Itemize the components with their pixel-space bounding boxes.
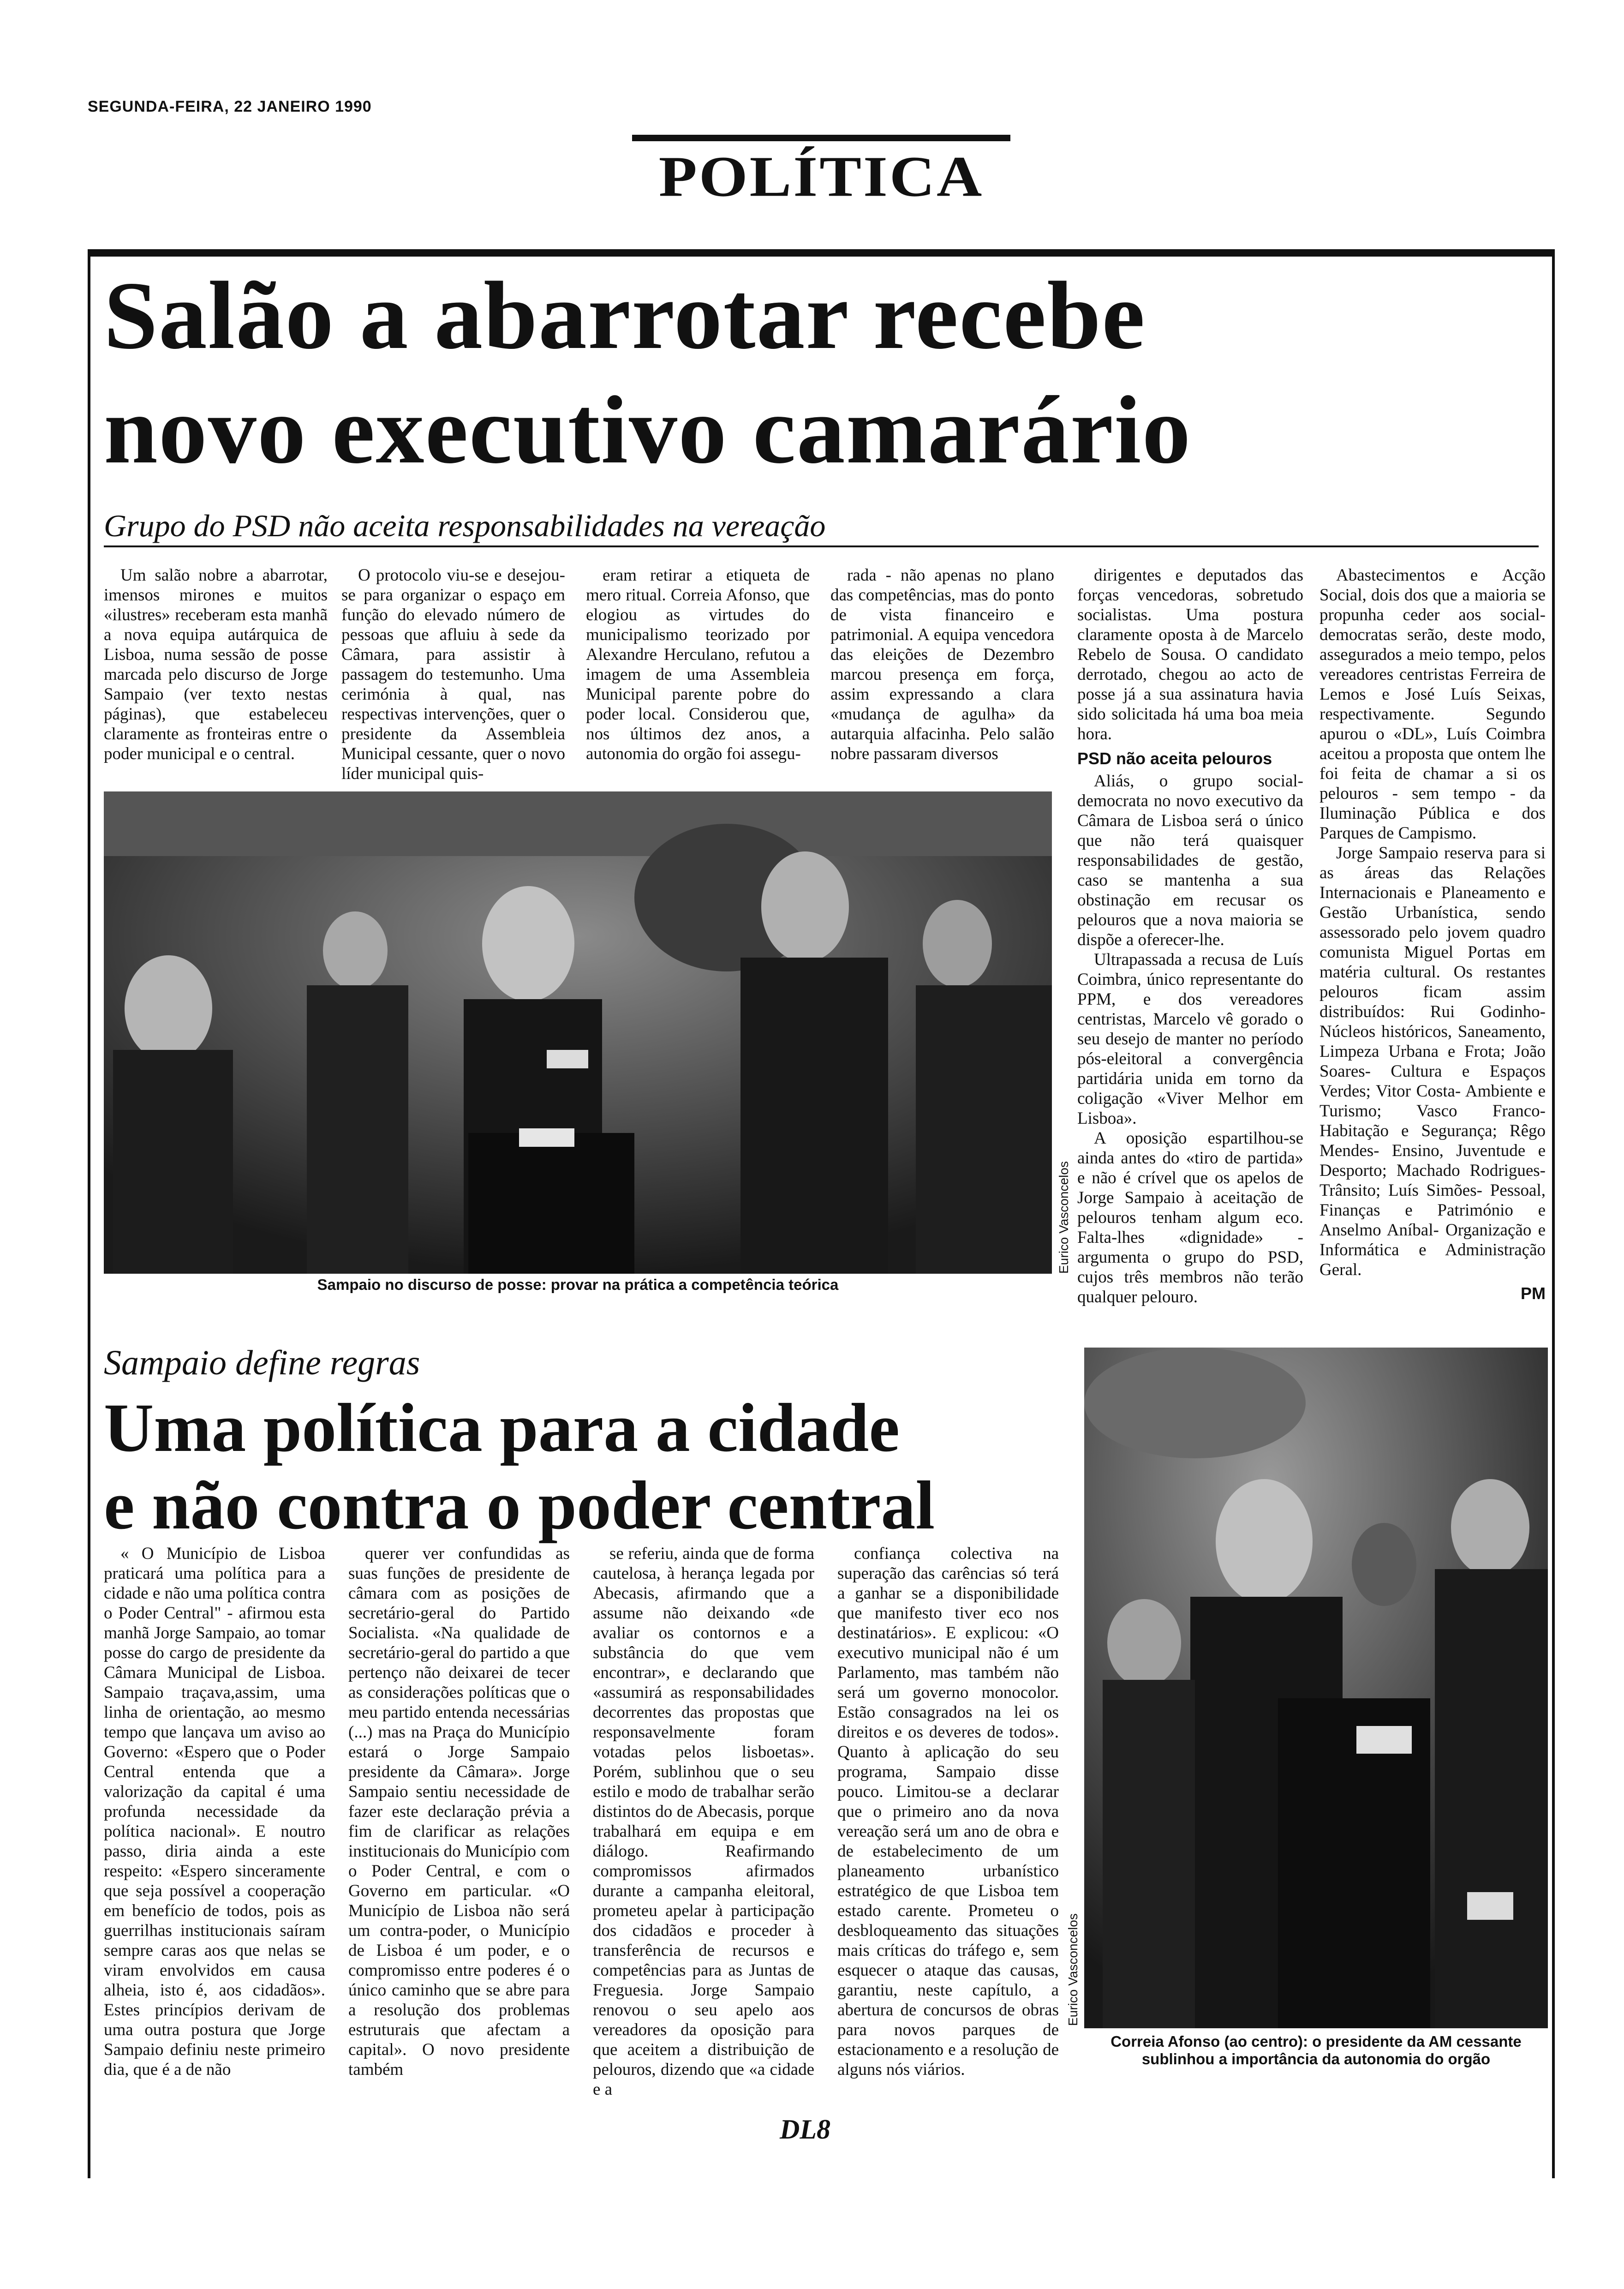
second-photo-caption: Correia Afonso (ao centro): o presidente da AM cessante sublinhou a importância da autonomia do orgão [1111,2033,1522,2067]
frame-right-rule [1552,249,1555,2178]
frame-left-rule [88,249,90,2178]
signature: PM [1521,1284,1546,1303]
dateline: SEGUNDA-FEIRA, 22 JANEIRO 1990 [88,98,372,115]
second-column-3: se referiu, ainda que de forma cautelosa, à herança legada por Abecasis, afirmando que a assume não deixando «de avaliar os contornos e a substância do que vem encontrar», e declarando que «assumirá as responsabilidades decorrentes das propostas que responsavelmente foram votadas pelos lisboetas». Porém, sublinhou que o seu estilo e modo de trabalhar serão distintos do de Abecasis, porque trabalhará em equipa e em diálogo. Reafirmando compromissos afirmados durante a campanha eleitoral, prometeu apelar à participação dos cidadãos e proceder à transferência de recursos e competências para as Juntas de Freguesia. Jorge Sampaio renovou o seu apelo aos vereadores da oposição para que aceitem a distribuição de pelouros, dizendo que «a cidade e a [593,1544,814,2099]
second-kicker: Sampaio define regras [104,1343,420,1382]
lead-column-2: O protocolo viu-se e desejou-se para organizar o espaço em função do elevado número de pessoas que afluiu à sede da Câmara, para assistir à passagem do testemunho. Uma cerimónia à qual, nas respectivas intervenções, quer o presidente da Assembleia Municipal cessante, quer o novo líder municipal quis- [341,566,565,783]
main-photo-credit: Eurico Vasconcelos [1057,1161,1071,1274]
lead-headline-line2: novo executivo camarário [104,377,1192,484]
second-headline-line2: e não contra o poder central [104,1467,935,1544]
second-column-2: querer ver confundidas as suas funções de presidente de câmara com as posições de secretário-geral do Partido Socialista. «Na qualidade de secretário-geral do partido a que pertenço não deixarei de tecer as considerações políticas que o meu partido entenda necessárias (...) mas na Praça do Município estará o Jorge Sampaio presidente da Câmara». Jorge Sampaio sentiu necessidade de fazer este declaração prévia a fim de clarificar as relações institucionais do Município com o Poder Central, e com o Governo em particular. «O Município de Lisboa não será um contra-poder, o Município de Lisboa é um poder, e o compromisso entre poderes é o único caminho que se abre para a resolução dos problemas estruturais que afectam a capital». O novo presidente também [348,1544,570,2079]
section-rule [632,135,1010,141]
frame-top-rule [88,249,1555,257]
main-photo [104,791,1052,1274]
main-photo-caption: Sampaio no discurso de posse: provar na prática a competência teórica [317,1276,839,1293]
lead-column-1: Um salão nobre a abarrotar, imensos mirones e muitos «ilustres» receberam esta manhã a nova equipa autárquica de Lisboa, numa sessão de posse marcada pelo discurso de Jorge Sampaio (ver texto nestas páginas), que estabeleceu claramente as fronteiras entre o poder municipal e o central. [104,566,328,763]
lead-column-3: eram retirar a etiqueta de mero ritual. Correia Afonso, que elogiou as virtudes do municipalismo teorizado por Alexandre Herculano, refutou a imagem de uma Assembleia Municipal parente pobre do poder local. Considerou que, nos últimos dez anos, a autonomia do orgão foi assegu- [586,566,810,763]
lead-headline-line1: Salão a abarrotar recebe [104,262,1146,369]
second-headline-line1: Uma política para a cidade [104,1390,900,1466]
second-headline [104,1389,1073,1544]
lead-column-4: rada - não apenas no plano das competências, mas do ponto de vista financeiro e patrimonial. A equipa vencedora das eleições de Dezembro marcou presença em força, assim expressando a clara «mudança de agulha» da autarquia alfacinha. Pelo salão nobre passaram diversos [830,566,1054,763]
second-photo-image [1084,1348,1548,2028]
lead-subtitle: PSD não aceita pelouros [1077,749,1272,768]
second-photo-credit: Eurico Vasconcelos [1066,1913,1080,2026]
lead-column-5: dirigentes e deputados das forças vencedoras, sobretudo socialistas. Uma postura claramente oposta à de Marcelo Rebelo de Sousa. O candidato derrotado, chegou ao acto de posse já a sua assinatura havia sido solicitada há uma boa meia hora. PSD não aceita pelouros Aliás, o grupo social-democrata no novo executivo da Câmara de Lisboa será o único que não terá quaisquer responsabilidades de gestão, caso se mantenha a sua obstinação em recusar os pelouros que a nova maioria se dispõe a oferecer-lhe. Ultrapassada a recusa de Luís Coimbra, único representante do PPM, e dos vereadores centristas, Marcelo vê gorado o seu desejo de manter no período pós-eleitoral a convergência partidária unida em torno da coligação «Viver Melhor em Lisboa». A oposição espartilhou-se ainda antes do «tiro de partida» e não é crível que os apelos de Jorge Sampaio à aceitação de pelouros tenham algum eco. Falta-lhes «dignidade» - argumenta o grupo do PSD, cujos três membros não terão qualquer pelouro. [1077,566,1303,1306]
section-title: POLÍTICA [658,145,984,209]
lead-column-6: Abastecimentos e Acção Social, dois dos que a maioria se propunha ceder aos social-democratas serão, deste modo, assegurados a meio tempo, pelos vereadores centristas Ferreira de Lemos e José Luís Seixas, respectivamente. Segundo apurou o «DL», Luís Coimbra aceitou a proposta que ontem lhe foi feita de chamar a si os pelouros - sem tempo - da Iluminação Pública e dos Parques de Campismo. Jorge Sampaio reserva para si as áreas das Relações Internacionais e Planeamento e Gestão Urbanística, sendo assessorado pelo jovem quadro comunista Miguel Portas em matéria cultural. Os restantes pelouros ficam assim distribuídos: Rui Godinho- Núcleos históricos, Saneamento, Limpeza Urbana e Frota; João Soares- Cultura e Espaços Verdes; Vitor Costa- Ambiente e Turismo; Vasco Franco- Habitação e Segurança; Rêgo Mendes- Ensino, Juventude e Desporto; Machado Rodrigues- Trânsito; Luís Simões- Pessoal, Finanças e Património e Anselmo Aníbal- Organização e Informática e Administração Geral. PM [1320,566,1546,1303]
second-column-4: confiança colectiva na superação das carências só terá a ganhar se a disponibilidade que manifesto tiver eco nos destinatários». E explicou: «O executivo municipal não é um Parlamento, mas também não será um governo monocolor. Estão consagrados na lei os direitos e os deveres de todos». Quanto à aplicação do seu programa, Sampaio disse pouco. Limitou-se a declarar que o primeiro ano da nova vereação será um ano de obra e de estabelecimento de um planeamento urbanístico estratégico de que Lisboa tem estado carente. Prometeu o desbloqueamento das situações mais críticas do tráfego e, sem esquecer o ataque das causas, garantiu, neste capítulo, a abertura de concursos de obras para novos parques de estacionamento e a resolução de alguns nós viários. [837,1544,1059,2079]
second-photo [1084,1348,1548,2028]
second-column-1: « O Município de Lisboa praticará uma política para a cidade e não uma política contra o Poder Central" - afirmou esta manhã Jorge Sampaio, ao tomar posse do cargo de presidente da Câmara Municipal de Lisboa. Sampaio traçava,assim, uma linha de orientação, ao mesmo tempo que lançava um aviso ao Governo: «Espero que o Poder Central entenda que a valorização da capital é uma profunda necessidade da política nacional». E noutro passo, diria ainda a este respeito: «Espero sinceramente que seja possível a cooperação em benefício de todos, pois as guerrilhas institucionais saíram sempre caras aos que nelas se viram envolvidos em causa alheia, isto é, aos cidadãos». Estes princípios derivam de uma outra postura que Jorge Sampaio definiu neste primeiro dia, que é a de não [104,1544,325,2079]
subhead-rule [104,545,1539,547]
lead-subhead: Grupo do PSD não aceita responsabilidades na vereação [104,508,826,543]
page-number: DL8 [780,2114,830,2145]
lead-headline [104,258,1534,487]
main-photo-image [104,791,1052,1274]
